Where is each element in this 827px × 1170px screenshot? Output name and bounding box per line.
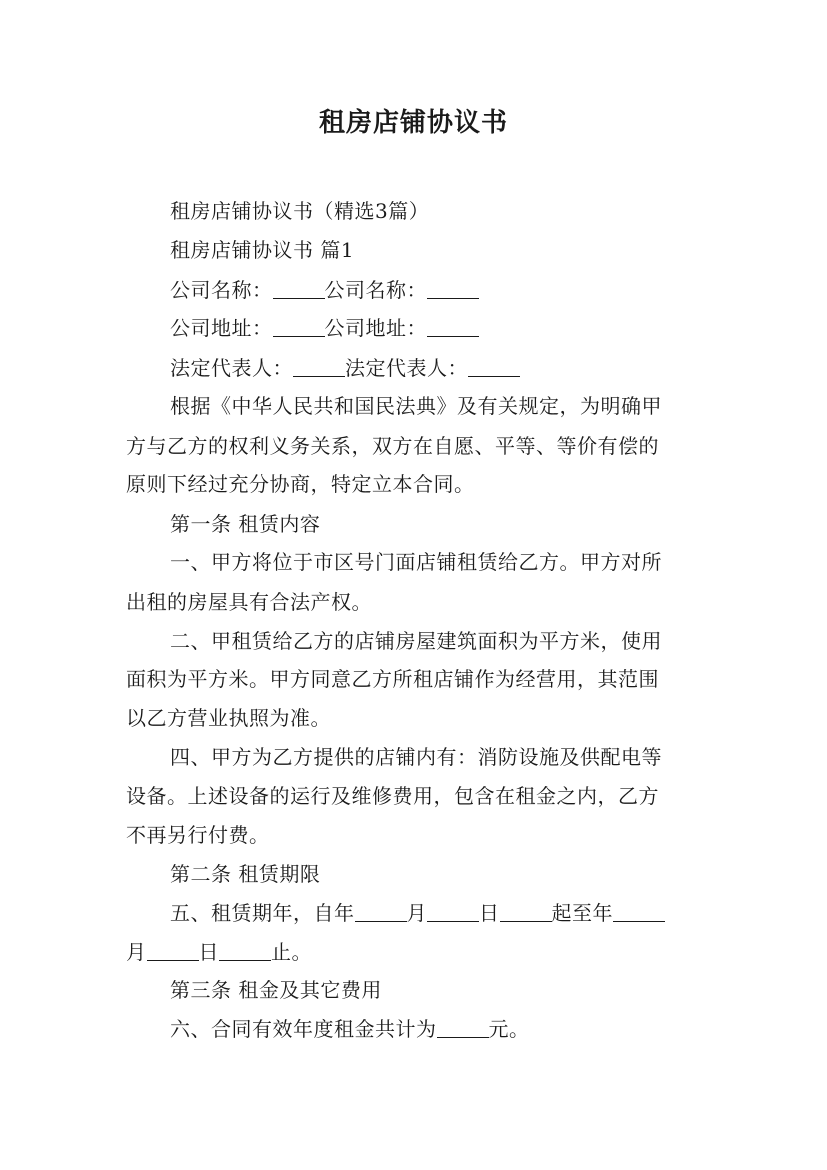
company-address-blank-b: [427, 318, 479, 337]
legal-rep-label-b: 法定代表人：: [345, 356, 468, 380]
lease-term-text: 五、租赁期年，自年: [170, 901, 355, 925]
annual-rent-blank: [437, 1019, 489, 1038]
end-label: 止。: [271, 940, 312, 964]
subtitle-line: [170, 197, 429, 225]
preamble-line-3: 原则下经过充分协商，特定立本合同。: [126, 472, 475, 496]
end-month-blank: [147, 942, 199, 961]
end-day-blank: [219, 942, 271, 961]
preamble-line-1: 根据《中华人民共和国民法典》及有关规定，为明确甲: [170, 394, 662, 418]
company-name-label-b: 公司名称：: [324, 278, 427, 302]
section-heading-text: 租房店铺协议书 篇1: [170, 238, 355, 262]
annual-rent-text: 六、合同有效年度租金共计为: [170, 1017, 437, 1041]
company-address-label-b: 公司地址：: [324, 316, 427, 340]
company-name-line: [170, 276, 479, 304]
end-month-label: 月: [126, 940, 147, 964]
legal-rep-label-a: 法定代表人：: [170, 356, 293, 380]
preamble-line-2: 方与乙方的权利义务关系，双方在自愿、平等、等价有偿的: [126, 434, 659, 458]
clause-5-line-1: [170, 899, 665, 927]
company-address-blank-a: [273, 318, 325, 337]
article-2-heading: 第二条 租赁期限: [170, 862, 321, 886]
start-day-blank: [427, 903, 479, 922]
start-date-blank: [500, 903, 552, 922]
clause-1-line-1: 一、甲方将位于市区号门面店铺租赁给乙方。甲方对所: [170, 550, 662, 574]
subtitle-text: 租房店铺协议书（精选3篇）: [170, 199, 430, 223]
start-month-blank: [355, 903, 407, 922]
clause-4-line-2: 设备。上述设备的运行及维修费用，包含在租金之内，乙方: [126, 784, 659, 808]
article-3-heading: 第三条 租金及其它费用: [170, 978, 382, 1002]
company-address-label-a: 公司地址：: [170, 316, 273, 340]
legal-rep-blank-a: [293, 358, 345, 377]
document-title: 租房店铺协议书: [318, 108, 508, 138]
until-label: 起至年: [551, 901, 613, 925]
day-label: 日: [479, 901, 500, 925]
article-1-heading: 第一条 租赁内容: [170, 512, 321, 536]
clause-4-line-3: 不再另行付费。: [126, 823, 270, 847]
clause-5-line-2: [126, 938, 312, 966]
company-name-blank-b: [427, 280, 479, 299]
clause-2-line-1: 二、甲租赁给乙方的店铺房屋建筑面积为平方米，使用: [170, 629, 662, 653]
end-day-label: 日: [198, 940, 219, 964]
legal-rep-blank-b: [468, 358, 520, 377]
section-heading-line: [170, 236, 354, 264]
company-name-label-a: 公司名称：: [170, 278, 273, 302]
end-year-blank: [613, 903, 665, 922]
clause-2-line-3: 以乙方营业执照为准。: [126, 706, 331, 730]
month-label: 月: [406, 901, 427, 925]
legal-rep-line: [170, 354, 520, 382]
clause-6-line: [170, 1015, 530, 1043]
currency-label: 元。: [488, 1017, 530, 1041]
company-address-line: [170, 314, 479, 342]
clause-2-line-2: 面积为平方米。甲方同意乙方所租店铺作为经营用，其范围: [126, 667, 659, 691]
clause-4-line-1: 四、甲方为乙方提供的店铺内有：消防设施及供配电等: [170, 745, 662, 769]
company-name-blank-a: [273, 280, 325, 299]
clause-1-line-2: 出租的房屋具有合法产权。: [126, 590, 372, 614]
